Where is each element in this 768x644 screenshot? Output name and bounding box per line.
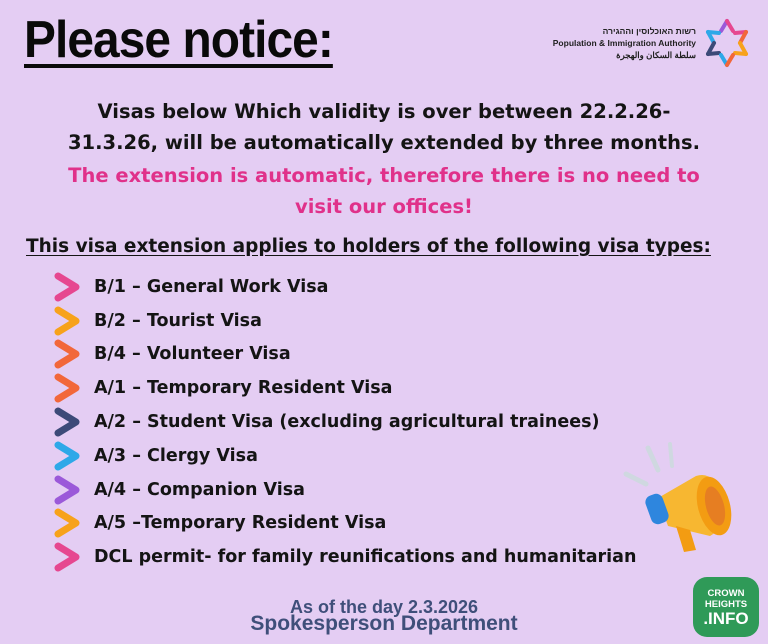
visa-types-heading: This visa extension applies to holders of the following visa types: bbox=[26, 236, 711, 257]
badge-line-1: CROWN bbox=[707, 588, 745, 599]
visa-type-item bbox=[52, 371, 636, 405]
authority-name-english: Population & Immigration Authority bbox=[552, 38, 696, 48]
authority-name-arabic: سلطة السكان والهجرة bbox=[616, 50, 696, 60]
visa-type-label: A/5 –Temporary Resident Visa bbox=[94, 513, 387, 534]
intro-line-2: 31.3.26, will be automatically extended by three months. bbox=[67, 131, 700, 154]
chevron-right-icon bbox=[52, 339, 82, 369]
footer-department: Spokesperson Department bbox=[250, 612, 518, 635]
chevron-right-icon bbox=[52, 272, 82, 302]
footer-date: As of the day 2.3.2026 bbox=[289, 597, 479, 617]
badge-line-3: .INFO bbox=[703, 609, 749, 628]
authority-star-icon bbox=[704, 18, 750, 68]
automatic-note-line-2: visit our offices! bbox=[295, 195, 473, 218]
visa-type-label: B/2 – Tourist Visa bbox=[94, 310, 262, 331]
visa-type-item bbox=[52, 338, 636, 372]
page-title: Please notice: bbox=[24, 11, 333, 69]
chevron-right-icon bbox=[52, 441, 82, 471]
chevron-right-icon bbox=[52, 373, 82, 403]
visa-type-label: B/1 – General Work Visa bbox=[94, 276, 329, 297]
visa-type-label: A/4 – Companion Visa bbox=[94, 479, 305, 500]
visa-type-item bbox=[52, 439, 636, 473]
visa-type-item bbox=[52, 540, 636, 574]
authority-logo bbox=[553, 18, 750, 68]
visa-type-item bbox=[52, 405, 636, 439]
badge-line-2: HEIGHTS bbox=[704, 599, 748, 610]
automatic-note-line-1: The extension is automatic, therefore there is no need to bbox=[68, 164, 700, 187]
automatic-extension-note bbox=[20, 160, 748, 222]
visa-type-item bbox=[52, 270, 636, 304]
chevron-right-icon bbox=[52, 508, 82, 538]
authority-name bbox=[553, 25, 696, 61]
chevron-right-icon bbox=[52, 475, 82, 505]
visa-type-label: B/4 – Volunteer Visa bbox=[94, 344, 291, 365]
visa-type-label: DCL permit- for family reunifications and humanitarian bbox=[94, 547, 637, 568]
chevron-right-icon bbox=[52, 407, 82, 437]
visa-types-list bbox=[52, 270, 636, 574]
visa-type-label: A/3 – Clergy Visa bbox=[94, 445, 258, 466]
intro-text bbox=[20, 96, 748, 158]
chevron-right-icon bbox=[52, 542, 82, 572]
visa-type-item bbox=[52, 473, 636, 507]
visa-type-label: A/1 – Temporary Resident Visa bbox=[94, 378, 393, 399]
visa-type-item bbox=[52, 304, 636, 338]
chevron-right-icon bbox=[52, 306, 82, 336]
authority-name-hebrew: רשות האוכלוסין וההגירה bbox=[602, 26, 696, 36]
megaphone-icon bbox=[618, 440, 748, 560]
visa-type-label: A/2 – Student Visa (excluding agricultural trainees) bbox=[94, 412, 600, 433]
crownheights-logo bbox=[693, 577, 759, 637]
visa-type-item bbox=[52, 507, 636, 541]
intro-line-1: Visas below Which validity is over between 22.2.26- bbox=[97, 100, 671, 123]
